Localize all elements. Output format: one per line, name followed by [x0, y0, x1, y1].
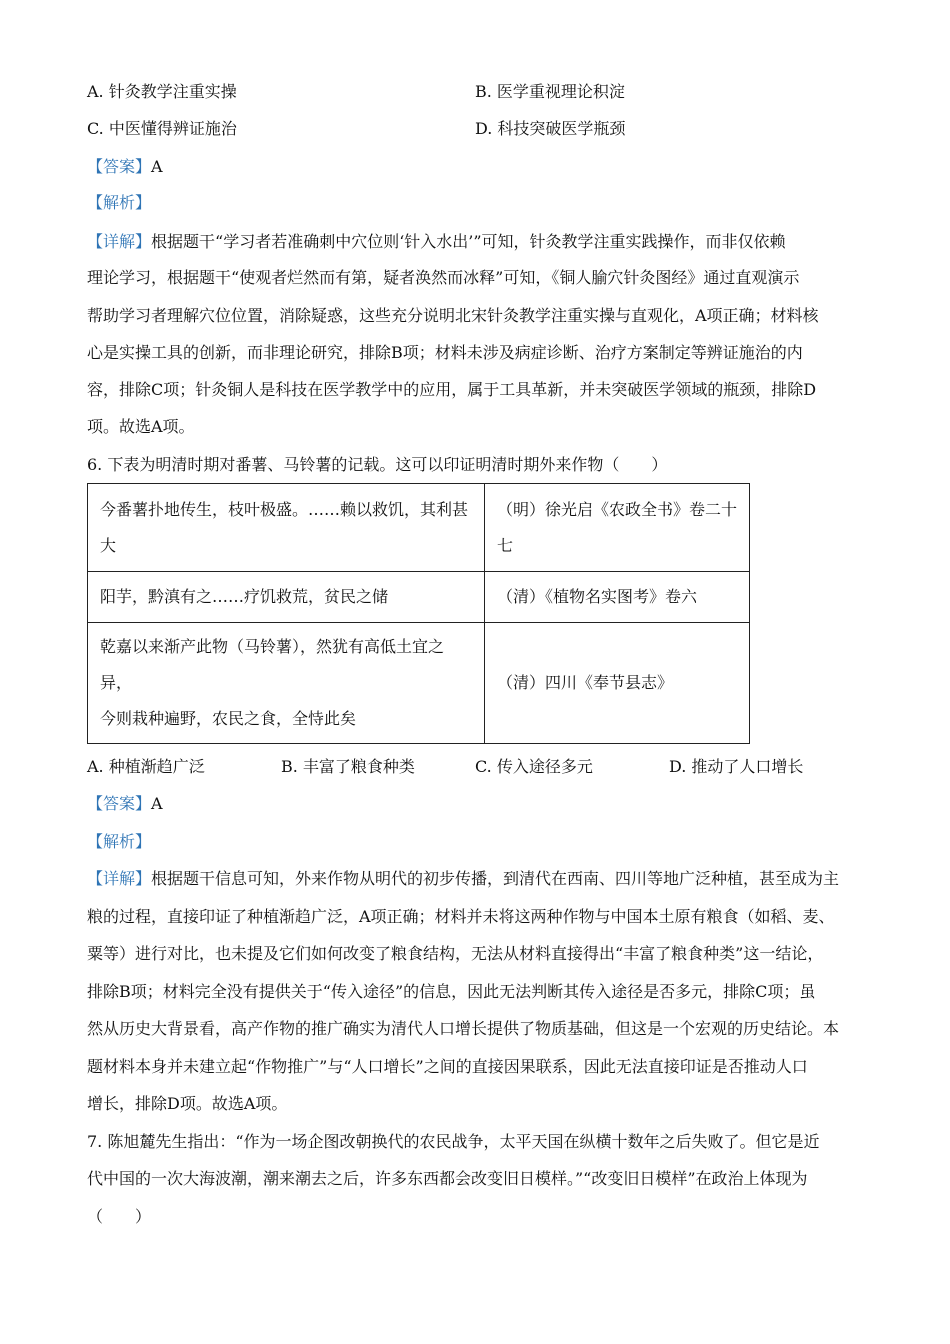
q5-option-b: B. 医学重视理论积淀	[475, 82, 625, 101]
q7-stem-line: 7. 陈旭麓先生指出：“作为一场企图改朝换代的农民战争，太平天国在纵横十数年之后失败了。但它是近	[87, 1132, 820, 1151]
table-cell-text: 阳芋，黔滇有之……疗饥救荒，贫民之储	[88, 572, 485, 623]
q6-source-table	[87, 483, 750, 744]
q5-option-a: A. 针灸教学注重实操	[87, 82, 237, 101]
q6-option-d: D. 推动了人口增长	[669, 757, 804, 776]
q6-detail-line: 然从历史大背景看，高产作物的推广确实为清代人口增长提供了物质基础，但这是一个宏观的历史结论。本	[87, 1019, 840, 1038]
q6-detail-line: 粮的过程，直接印证了种植渐趋广泛，A项正确；材料并未将这两种作物与中国本土原有粮食（如稻、麦、	[87, 907, 835, 926]
q6-detail-line: 题材料本身并未建立起“作物推广”与“人口增长”之间的直接因果联系，因此无法直接印证是否推动人口	[87, 1057, 808, 1076]
detail-text: 根据题干“学习者若准确刺中穴位则‘针入水出’”可知，针灸教学注重实践操作，而非仅依赖	[151, 232, 786, 251]
q6-answer	[87, 794, 163, 814]
table-cell-source: （清）《植物名实图考》卷六	[485, 572, 750, 623]
q7-stem-line: 代中国的一次大海波潮，潮来潮去之后，许多东西都会改变旧日模样。”“改变旧日模样”在政治上体现为	[87, 1169, 808, 1188]
q5-detail-line: 理论学习，根据题干“使观者烂然而有第，疑者涣然而冰释”可知，《铜人腧穴针灸图经》通过直观演示	[87, 268, 800, 287]
q6-option-c: C. 传入途径多元	[475, 757, 593, 776]
q5-detail-line: 帮助学习者理解穴位位置，消除疑惑，这些充分说明北宋针灸教学注重实操与直观化，A项正确；材料核	[87, 306, 819, 325]
detail-text: 根据题干信息可知，外来作物从明代的初步传播，到清代在西南、四川等地广泛种植，甚至成为主	[151, 869, 840, 888]
q5-detail-line	[87, 232, 786, 252]
q5-answer	[87, 157, 163, 177]
answer-label: 【答案】	[87, 157, 152, 176]
q6-option-b: B. 丰富了粮食种类	[281, 757, 415, 776]
table-cell-text: 乾嘉以来渐产此物（马铃薯），然犹有高低土宜之异， 今则栽种遍野，农民之食，全恃此矣	[88, 623, 485, 744]
answer-value: A	[151, 157, 163, 176]
q5-option-d: D. 科技突破医学瓶颈	[475, 119, 626, 138]
q7-stem-line: （ ）	[87, 1207, 152, 1226]
detail-label: 【详解】	[87, 232, 152, 251]
table-cell-source: （清）四川《奉节县志》	[485, 623, 750, 744]
table-cell-text: 今番薯扑地传生，枝叶极盛。……赖以救饥，其利甚 大	[88, 484, 485, 572]
detail-label: 【详解】	[87, 869, 152, 888]
q5-detail-line: 心是实操工具的创新，而非理论研究，排除B项；材料未涉及病症诊断、治疗方案制定等辨证施治的内	[87, 343, 803, 362]
q6-option-a: A. 种植渐趋广泛	[87, 757, 205, 776]
q6-detail-line: 粟等）进行对比，也未提及它们如何改变了粮食结构，无法从材料直接得出“丰富了粮食种类”这一结论，	[87, 944, 824, 963]
q5-detail-line: 容，排除C项；针灸铜人是科技在医学教学中的应用，属于工具革新，并未突破医学领域的瓶颈，排除D	[87, 380, 817, 399]
q6-analysis-label: 【解析】	[87, 832, 152, 851]
q5-detail-line: 项。故选A项。	[87, 417, 195, 436]
q5-option-c: C. 中医懂得辨证施治	[87, 119, 237, 138]
table-row	[88, 572, 750, 623]
q6-detail-line: 增长，排除D项。故选A项。	[87, 1094, 288, 1113]
q5-analysis-label: 【解析】	[87, 193, 152, 212]
table-cell-source: （明）徐光启《农政全书》卷二十 七	[485, 484, 750, 572]
q6-detail-line	[87, 869, 839, 889]
q6-stem: 6. 下表为明清时期对番薯、马铃薯的记载。这可以印证明清时期外来作物（ ）	[87, 455, 668, 474]
table-row	[88, 484, 750, 572]
answer-value: A	[151, 794, 163, 813]
answer-label: 【答案】	[87, 794, 152, 813]
q6-detail-line: 排除B项；材料完全没有提供关于“传入途径”的信息，因此无法判断其传入途径是否多元，排除C项；虽	[87, 982, 816, 1001]
table-row	[88, 623, 750, 744]
